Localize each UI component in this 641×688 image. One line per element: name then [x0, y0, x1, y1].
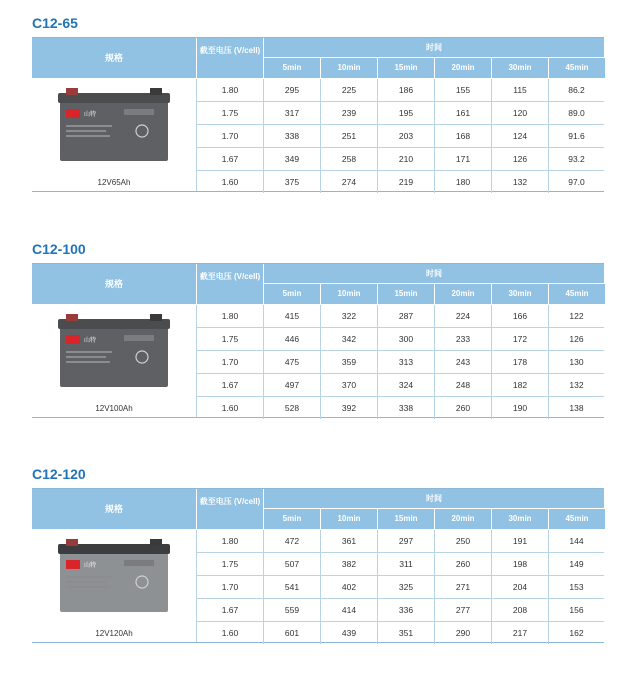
power-cell: 248 [455, 380, 471, 390]
cell-divider [320, 530, 321, 552]
cell-divider [377, 622, 378, 644]
table-row [197, 599, 604, 622]
header-minute: 20min [435, 509, 491, 529]
power-cell: 217 [512, 628, 528, 638]
table-row [197, 374, 604, 397]
header-minute: 5min [264, 284, 320, 304]
power-cell: 124 [512, 131, 528, 141]
cell-divider [548, 397, 549, 419]
voltage-cell: 1.67 [221, 380, 239, 390]
cell-divider [377, 576, 378, 598]
cell-divider [548, 328, 549, 350]
power-cell: 233 [455, 334, 471, 344]
header-time: 时间 [264, 489, 604, 508]
battery-model-label: 12V100Ah [95, 404, 133, 413]
power-cell: 225 [341, 85, 357, 95]
header-minute: 30min [492, 509, 548, 529]
power-cell: 190 [512, 403, 528, 413]
power-cell: 132 [512, 177, 528, 187]
power-cell: 446 [284, 334, 300, 344]
power-cell: 97.0 [568, 177, 585, 187]
header-minute: 30min [492, 284, 548, 304]
cell-divider [491, 553, 492, 575]
power-cell: 274 [341, 177, 357, 187]
power-cell: 198 [512, 559, 528, 569]
cell-divider [434, 576, 435, 598]
power-cell: 89.0 [568, 108, 585, 118]
cell-divider [491, 79, 492, 101]
power-cell: 155 [455, 85, 471, 95]
discharge-table [32, 263, 604, 418]
cell-divider [434, 530, 435, 552]
cell-divider [377, 397, 378, 419]
power-cell: 186 [398, 85, 414, 95]
power-cell: 324 [398, 380, 414, 390]
cell-divider [320, 171, 321, 193]
cell-divider [377, 351, 378, 373]
table-row [197, 102, 604, 125]
cell-divider [320, 328, 321, 350]
voltage-cell: 1.60 [221, 628, 239, 638]
power-cell: 91.6 [568, 131, 585, 141]
power-cell: 203 [398, 131, 414, 141]
power-cell: 115 [513, 85, 527, 95]
power-cell: 392 [341, 403, 357, 413]
power-cell: 342 [341, 334, 357, 344]
power-cell: 375 [284, 177, 300, 187]
power-cell: 325 [398, 582, 414, 592]
power-cell: 144 [569, 536, 584, 546]
table-row [197, 397, 604, 419]
cell-divider [263, 125, 264, 147]
cell-divider [491, 397, 492, 419]
header-minute: 20min [435, 284, 491, 304]
power-cell: 541 [284, 582, 300, 592]
power-cell: 120 [512, 108, 528, 118]
cell-divider [548, 622, 549, 644]
header-minute: 20min [435, 58, 491, 78]
cell-divider [320, 622, 321, 644]
cell-divider [548, 530, 549, 552]
power-cell: 171 [455, 154, 471, 164]
table-row [197, 553, 604, 576]
spec-section [32, 465, 604, 645]
cell-divider [263, 171, 264, 193]
cell-divider [320, 79, 321, 101]
cell-divider [491, 576, 492, 598]
header-minute: 15min [378, 58, 434, 78]
power-cell: 122 [569, 311, 584, 321]
cell-divider [377, 530, 378, 552]
power-cell: 180 [455, 177, 471, 187]
cell-divider [434, 351, 435, 373]
power-cell: 313 [398, 357, 414, 367]
table-row [197, 79, 604, 102]
battery-image [54, 311, 174, 393]
cell-divider [491, 530, 492, 552]
header-spec: 规格 [32, 489, 196, 529]
cell-divider [434, 374, 435, 396]
cell-divider [377, 553, 378, 575]
voltage-cell: 1.70 [221, 131, 239, 141]
battery-model-label: 12V65Ah [97, 178, 131, 187]
power-cell: 290 [455, 628, 471, 638]
cell-divider [548, 576, 549, 598]
power-cell: 191 [512, 536, 528, 546]
voltage-cell: 1.80 [221, 85, 239, 95]
header-voltage: 截至电压 (V/cell) [197, 38, 263, 78]
cell-divider [548, 374, 549, 396]
cell-divider [491, 622, 492, 644]
voltage-cell: 1.60 [221, 177, 239, 187]
cell-divider [548, 125, 549, 147]
power-cell: 260 [455, 559, 471, 569]
cell-divider [491, 351, 492, 373]
power-cell: 168 [455, 131, 471, 141]
cell-divider [263, 102, 264, 124]
power-cell: 277 [455, 605, 471, 615]
svg-text:山特: 山特 [84, 337, 97, 344]
cell-divider [377, 328, 378, 350]
header-minute: 45min [549, 509, 605, 529]
power-cell: 300 [398, 334, 414, 344]
battery-cell [32, 79, 196, 191]
power-cell: 149 [569, 559, 584, 569]
battery-image [54, 85, 174, 167]
cell-divider [263, 397, 264, 419]
cell-divider [548, 79, 549, 101]
power-cell: 126 [569, 334, 584, 344]
power-cell: 224 [455, 311, 471, 321]
header-minutes-row [264, 58, 604, 78]
power-cell: 361 [341, 536, 357, 546]
power-cell: 182 [512, 380, 528, 390]
header-minute: 10min [321, 284, 377, 304]
power-cell: 382 [341, 559, 357, 569]
battery-image [54, 536, 174, 618]
power-cell: 250 [455, 536, 471, 546]
power-cell: 402 [341, 582, 357, 592]
cell-divider [320, 374, 321, 396]
cell-divider [263, 305, 264, 327]
power-cell: 559 [284, 605, 300, 615]
power-cell: 260 [455, 403, 471, 413]
header-minute: 45min [549, 284, 605, 304]
table-row [197, 622, 604, 644]
power-cell: 472 [284, 536, 300, 546]
power-cell: 161 [455, 108, 471, 118]
header-time: 时间 [264, 38, 604, 57]
power-cell: 172 [512, 334, 528, 344]
power-cell: 130 [569, 357, 584, 367]
header-minute: 5min [264, 58, 320, 78]
power-cell: 370 [341, 380, 357, 390]
cell-divider [548, 102, 549, 124]
power-cell: 287 [398, 311, 414, 321]
header-minutes-row [264, 509, 604, 529]
header-voltage: 截至电压 (V/cell) [197, 489, 263, 529]
voltage-cell: 1.60 [221, 403, 239, 413]
cell-divider [320, 599, 321, 621]
cell-divider [263, 148, 264, 170]
svg-text:山特: 山特 [84, 562, 97, 569]
voltage-cell: 1.70 [221, 357, 239, 367]
cell-divider [548, 599, 549, 621]
power-cell: 258 [341, 154, 357, 164]
cell-divider [263, 530, 264, 552]
power-cell: 93.2 [568, 154, 585, 164]
cell-divider [434, 305, 435, 327]
header-minute: 10min [321, 509, 377, 529]
power-cell: 336 [398, 605, 414, 615]
cell-divider [491, 305, 492, 327]
table-row [197, 351, 604, 374]
power-cell: 138 [569, 403, 584, 413]
section-title: C12-100 [32, 241, 86, 257]
header-minutes-row [264, 284, 604, 304]
cell-divider [320, 397, 321, 419]
cell-divider [434, 148, 435, 170]
cell-divider [263, 374, 264, 396]
voltage-cell: 1.80 [221, 311, 239, 321]
power-cell: 219 [398, 177, 414, 187]
power-cell: 311 [399, 559, 413, 569]
power-cell: 208 [512, 605, 528, 615]
battery-cell [32, 530, 196, 642]
cell-divider [548, 553, 549, 575]
power-cell: 239 [341, 108, 357, 118]
cell-divider [320, 553, 321, 575]
discharge-table [32, 37, 604, 192]
cell-divider [263, 576, 264, 598]
power-cell: 322 [341, 311, 357, 321]
cell-divider [377, 374, 378, 396]
power-cell: 132 [569, 380, 584, 390]
cell-divider [377, 125, 378, 147]
cell-divider [263, 553, 264, 575]
cell-divider [263, 599, 264, 621]
cell-divider [320, 305, 321, 327]
power-cell: 153 [569, 582, 584, 592]
voltage-cell: 1.80 [221, 536, 239, 546]
power-cell: 359 [341, 357, 357, 367]
cell-divider [377, 102, 378, 124]
power-cell: 414 [341, 605, 357, 615]
table-row [197, 148, 604, 171]
power-cell: 349 [284, 154, 300, 164]
cell-divider [320, 576, 321, 598]
power-cell: 251 [341, 131, 357, 141]
voltage-cell: 1.75 [221, 334, 239, 344]
header-minute: 5min [264, 509, 320, 529]
header-voltage: 截至电压 (V/cell) [197, 264, 263, 304]
cell-divider [491, 599, 492, 621]
cell-divider [548, 305, 549, 327]
cell-divider [434, 328, 435, 350]
power-cell: 351 [398, 628, 414, 638]
table-row [197, 305, 604, 328]
cell-divider [263, 351, 264, 373]
spec-section [32, 240, 604, 420]
discharge-table [32, 488, 604, 643]
power-cell: 507 [284, 559, 300, 569]
header-minute: 30min [492, 58, 548, 78]
cell-divider [263, 622, 264, 644]
power-cell: 338 [284, 131, 300, 141]
cell-divider [434, 553, 435, 575]
cell-divider [434, 171, 435, 193]
cell-divider [434, 397, 435, 419]
cell-divider [491, 102, 492, 124]
power-cell: 210 [398, 154, 414, 164]
power-cell: 243 [455, 357, 471, 367]
cell-divider [320, 125, 321, 147]
table-row [197, 171, 604, 193]
cell-divider [491, 148, 492, 170]
cell-divider [434, 102, 435, 124]
power-cell: 295 [284, 85, 300, 95]
cell-divider [320, 351, 321, 373]
table-row [197, 576, 604, 599]
power-cell: 601 [284, 628, 300, 638]
header-minute: 15min [378, 284, 434, 304]
power-cell: 528 [284, 403, 300, 413]
table-row [197, 530, 604, 553]
cell-divider [320, 148, 321, 170]
cell-divider [548, 148, 549, 170]
voltage-cell: 1.67 [221, 605, 239, 615]
power-cell: 415 [284, 311, 300, 321]
voltage-cell: 1.67 [221, 154, 239, 164]
cell-divider [434, 79, 435, 101]
power-cell: 439 [341, 628, 357, 638]
power-cell: 338 [398, 403, 414, 413]
table-row [197, 125, 604, 148]
header-time: 时间 [264, 264, 604, 283]
cell-divider [434, 125, 435, 147]
cell-divider [434, 622, 435, 644]
cell-divider [377, 148, 378, 170]
power-cell: 162 [569, 628, 584, 638]
power-cell: 297 [398, 536, 414, 546]
header-minute: 15min [378, 509, 434, 529]
power-cell: 317 [284, 108, 300, 118]
cell-divider [263, 79, 264, 101]
header-minute: 45min [549, 58, 605, 78]
power-cell: 178 [512, 357, 528, 367]
cell-divider [377, 599, 378, 621]
cell-divider [491, 125, 492, 147]
cell-divider [548, 351, 549, 373]
battery-model-label: 12V120Ah [95, 629, 133, 638]
cell-divider [320, 102, 321, 124]
power-cell: 86.2 [568, 85, 585, 95]
section-title: C12-120 [32, 466, 86, 482]
table-row [197, 328, 604, 351]
header-spec: 规格 [32, 264, 196, 304]
section-title: C12-65 [32, 15, 78, 31]
cell-divider [491, 171, 492, 193]
spec-section [32, 14, 604, 194]
cell-divider [377, 305, 378, 327]
voltage-cell: 1.75 [221, 108, 239, 118]
power-cell: 271 [455, 582, 471, 592]
cell-divider [491, 374, 492, 396]
header-minute: 10min [321, 58, 377, 78]
cell-divider [491, 328, 492, 350]
header-spec: 规格 [32, 38, 196, 78]
power-cell: 166 [512, 311, 528, 321]
svg-text:山特: 山特 [84, 111, 97, 118]
battery-cell [32, 305, 196, 417]
power-cell: 497 [284, 380, 300, 390]
power-cell: 156 [569, 605, 584, 615]
power-cell: 195 [398, 108, 414, 118]
power-cell: 475 [284, 357, 300, 367]
power-cell: 204 [512, 582, 528, 592]
cell-divider [263, 328, 264, 350]
cell-divider [434, 599, 435, 621]
cell-divider [548, 171, 549, 193]
voltage-cell: 1.75 [221, 559, 239, 569]
cell-divider [377, 171, 378, 193]
power-cell: 126 [512, 154, 528, 164]
cell-divider [377, 79, 378, 101]
voltage-cell: 1.70 [221, 582, 239, 592]
